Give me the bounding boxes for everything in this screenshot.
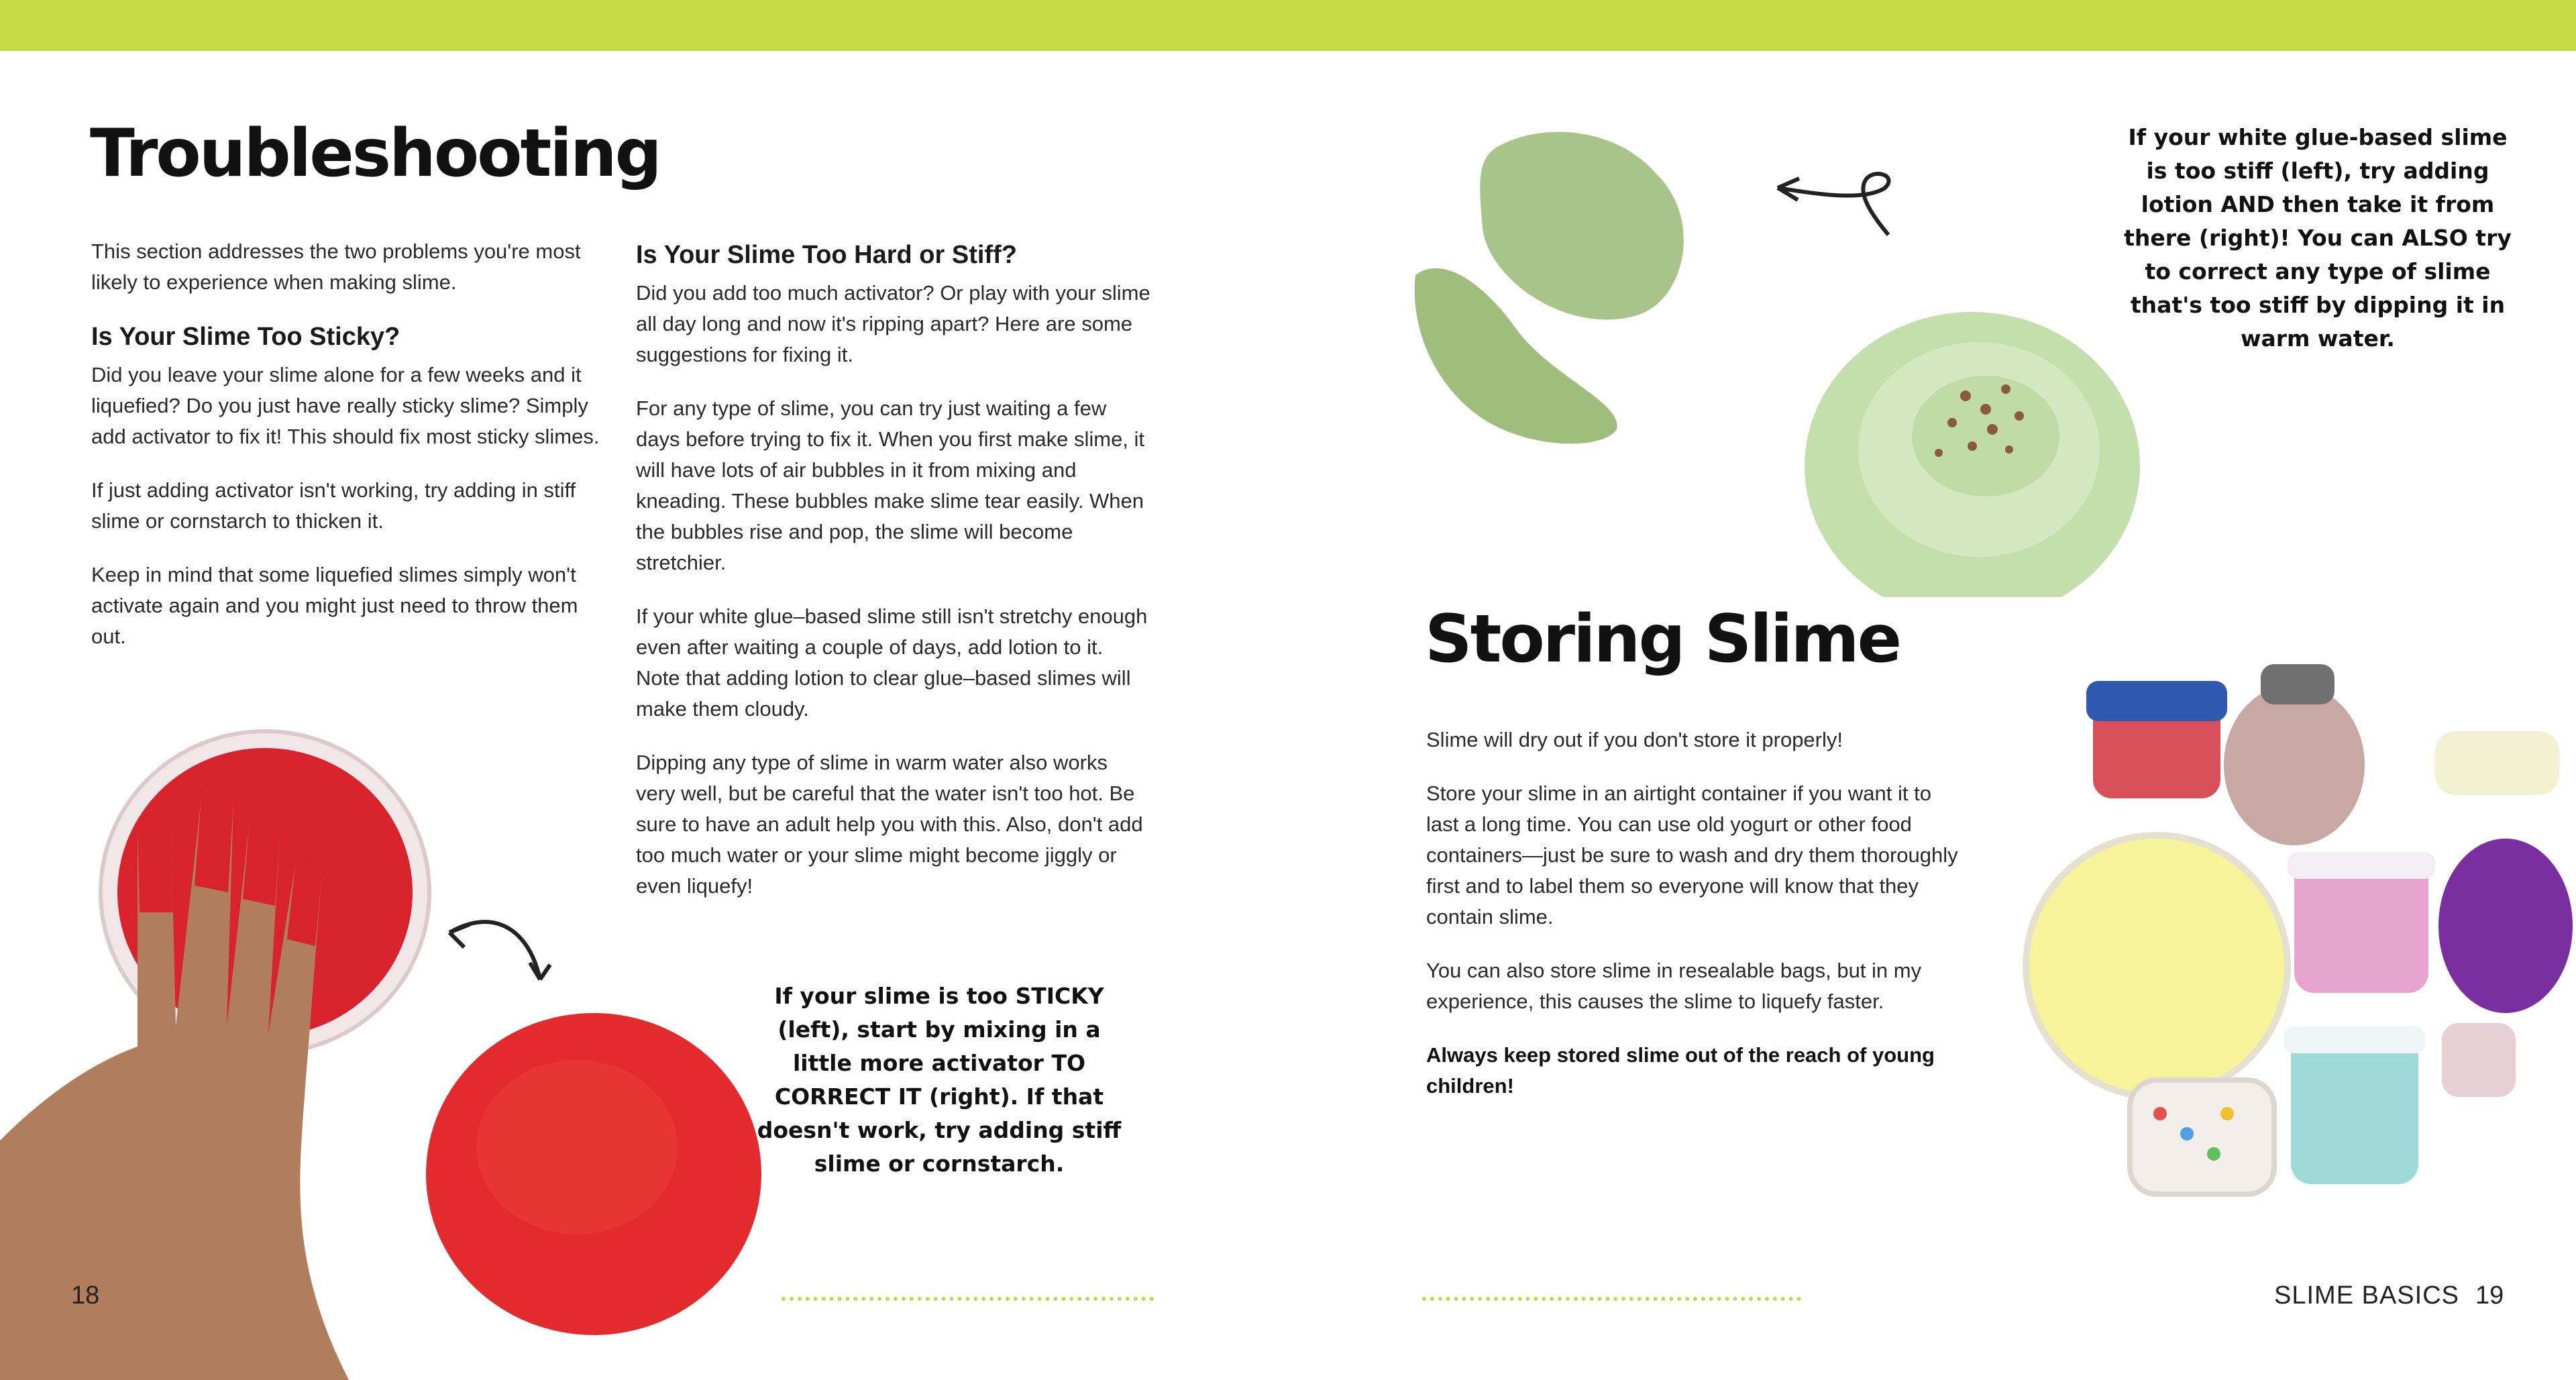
sticky-heading: Is Your Slime Too Sticky?	[91, 323, 400, 351]
storing-paragraph-2: Store your slime in an airtight container if you want it to last a long time. You can use old yogurt or other food containers—just be sure to wash and dry them thoroughly first and to label them so everyone will know that they contain slime.	[1426, 782, 1958, 928]
dotted-rule-right	[1422, 1297, 1801, 1301]
stiff-paragraph-3: If your white glue–based slime still isn't stretchy enough even after waiting a couple of days, add lotion to it. Note that adding lotion to clear glue–based slimes will make them cloudy.	[636, 604, 1148, 721]
stiff-heading: Is Your Slime Too Hard or Stiff?	[636, 241, 1017, 269]
container-yellow	[2026, 835, 2288, 1097]
intro-paragraph: This section addresses the two problems you're most likely to experience when making slime.	[91, 240, 581, 294]
storing-paragraph-1: Slime will dry out if you don't store it properly!	[1426, 728, 1843, 751]
page-number-right: 19	[2475, 1281, 2504, 1310]
storing-column	[1426, 725, 1963, 1124]
stiff-paragraph-4: Dipping any type of slime in warm water also works very well, but be careful that the water isn't too hot. Be sure to have an adult help you with this. Also, don't add too much water or your slime might become jiggly or even liquefy!	[636, 751, 1143, 898]
stiff-paragraph-1: Did you add too much activator? Or play with your slime all day long and now it's ripping apart? Here are some suggestions for fixing it.	[636, 281, 1150, 366]
dotted-rule-left	[782, 1297, 1154, 1301]
storage-warning: Always keep stored slime out of the reach of young children!	[1426, 1043, 1935, 1098]
container-small-pink	[2442, 1023, 2516, 1097]
page-title-troubleshooting: Troubleshooting	[90, 115, 660, 192]
section-label: SLIME BASICS	[2274, 1281, 2459, 1310]
stiff-green-slime-piece	[1480, 132, 1684, 320]
sticky-slime-illustration	[0, 711, 805, 1380]
container-teal	[2291, 1037, 2418, 1184]
sticky-caption: If your slime is too STICKY (left), start by mixing in a little more activator TO CORRECT IT (right). If that doesn't work, try adding stiff slime or cornstarch.	[757, 983, 1122, 1177]
container-cream	[2435, 731, 2559, 795]
page-title-storing-slime: Storing Slime	[1425, 601, 1900, 678]
stiff-paragraph-2: For any type of slime, you can try just waiting a few days before trying to fix it. When you first make slime, it will have lots of air bubbles in it from mixing and kneading. These bubbles make slime tear easily. When the bubbles rise and pop, the slime will become stretchier.	[636, 396, 1145, 574]
container-pink-jar	[2224, 684, 2365, 845]
sticky-paragraph-1: Did you leave your slime alone for a few weeks and it liquefied? Do you just have really sticky slime? Simply add activator to fix it! This should fix most sticky slimes.	[91, 363, 600, 448]
container-confetti	[2130, 1080, 2274, 1194]
left-column	[91, 236, 614, 675]
storing-paragraph-3: You can also store slime in resealable bags, but in my experience, this causes the slime to liquefy faster.	[1426, 959, 1922, 1013]
container-purple	[2438, 839, 2573, 1013]
sticky-paragraph-3: Keep in mind that some liquefied slimes simply won't activate again and you might just need to throw them out.	[91, 563, 578, 648]
top-accent-bar	[0, 0, 2576, 51]
page-number-left: 18	[71, 1281, 100, 1310]
slime-containers-illustration	[2012, 651, 2576, 1221]
stiff-caption: If your white glue-based slime is too stiff (left), try adding lotion AND then take it from there (right)! You can ALSO try to correct any type of slime that's too stiff by dipping it in warm water.	[2124, 124, 2512, 352]
double-arrow-icon	[449, 922, 540, 979]
double-arrow-icon	[1778, 174, 1889, 235]
stiff-slime-illustration	[1402, 114, 2180, 597]
sticky-paragraph-2: If just adding activator isn't working, try adding in stiff slime or cornstarch to thicken it.	[91, 478, 576, 533]
